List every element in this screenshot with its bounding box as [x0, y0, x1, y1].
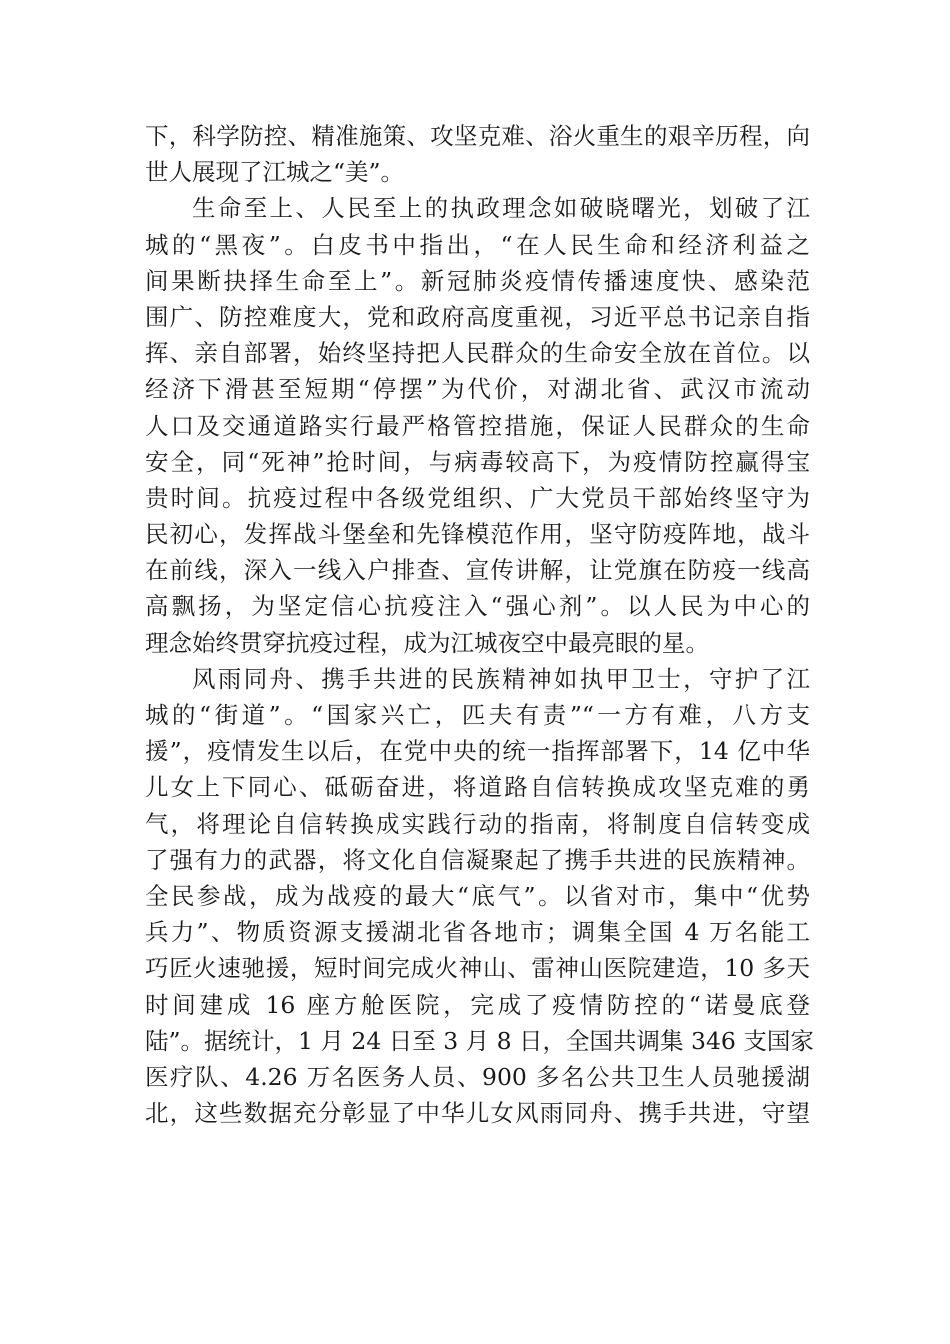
- text-line: 北，这些数据充分彰显了中华儿女风雨同舟、携手共进，守望: [145, 1099, 810, 1128]
- text-line: 时间建成 16 座方舱医院，完成了疫情防控的“诺曼底登: [145, 990, 810, 1019]
- text-line: 世人展现了江城之“美”。: [145, 158, 405, 187]
- text-line: 援”，疫情发生以后，在党中央的统一指挥部署下，14 亿中华: [145, 737, 810, 766]
- text-line: 了强有力的武器，将文化自信凝聚起了携手共进的民族精神。: [145, 845, 810, 874]
- paragraph-3: [145, 661, 814, 1131]
- body-text: [145, 118, 814, 1131]
- text-line: 陆”。据统计，1 月 24 日至 3 月 8 日，全国共调集 346 支国家: [145, 1026, 814, 1055]
- paragraph-2: [145, 190, 810, 660]
- text-line: 贵时间。抗疫过程中各级党组织、广大党员干部始终坚守为: [145, 483, 810, 512]
- text-line: 下，科学防控、精准施策、攻坚克难、浴火重生的艰辛历程，向: [145, 122, 810, 150]
- text-line: 儿女上下同心、砥砺奋进，将道路自信转换成攻坚克难的勇: [145, 773, 810, 802]
- text-line: 理念始终贯穿抗疫过程，成为江城夜空中最亮眼的星。: [145, 628, 709, 657]
- text-line: 安全，同“死神”抢时间，与病毒较高下，为疫情防控赢得宝: [145, 447, 810, 476]
- text-line: 挥、亲自部署，始终坚持把人民群众的生命安全放在首位。以: [145, 339, 810, 368]
- text-line: 医疗队、4.26 万名医务人员、900 多名公共卫生人员驰援湖: [145, 1062, 810, 1091]
- text-line: 生命至上、人民至上的执政理念如破晓曙光，划破了江: [192, 194, 810, 223]
- text-line: 围广、防控难度大，党和政府高度重视，习近平总书记亲自指: [145, 302, 810, 331]
- text-line: 民初心，发挥战斗堡垒和先锋模范作用，坚守防疫阵地，战斗: [145, 520, 810, 549]
- text-line: 全民参战，成为战疫的最大“底气”。以省对市，集中“优势: [145, 881, 810, 910]
- text-line: 城的“街道”。“国家兴亡，匹夫有责”“一方有难，八方支: [145, 701, 810, 729]
- text-line: 巧匠火速驰援，短时间完成火神山、雷神山医院建造，10 多天: [145, 954, 810, 983]
- text-line: 城的“黑夜”。白皮书中指出，“在人民生命和经济利益之: [145, 230, 810, 259]
- text-line: 风雨同舟、携手共进的民族精神如执甲卫士，守护了江: [192, 664, 810, 693]
- text-line: 气，将理论自信转换成实践行动的指南，将制度自信转变成: [145, 809, 810, 838]
- text-line: 兵力”、物质资源支援湖北省各地市；调集全国 4 万名能工: [145, 918, 810, 947]
- text-line: 间果断抉择生命至上”。新冠肺炎疫情传播速度快、感染范: [145, 266, 810, 295]
- text-line: 高飘扬，为坚定信心抗疫注入“强心剂”。以人民为中心的: [145, 592, 810, 621]
- text-line: 在前线，深入一线入户排查、宣传讲解，让党旗在防疫一线高: [145, 556, 810, 585]
- text-line: 经济下滑甚至短期“停摆”为代价，对湖北省、武汉市流动: [145, 375, 810, 404]
- text-line: 人口及交通道路实行最严格管控措施，保证人民群众的生命: [145, 411, 810, 440]
- paragraph-1: [145, 118, 810, 190]
